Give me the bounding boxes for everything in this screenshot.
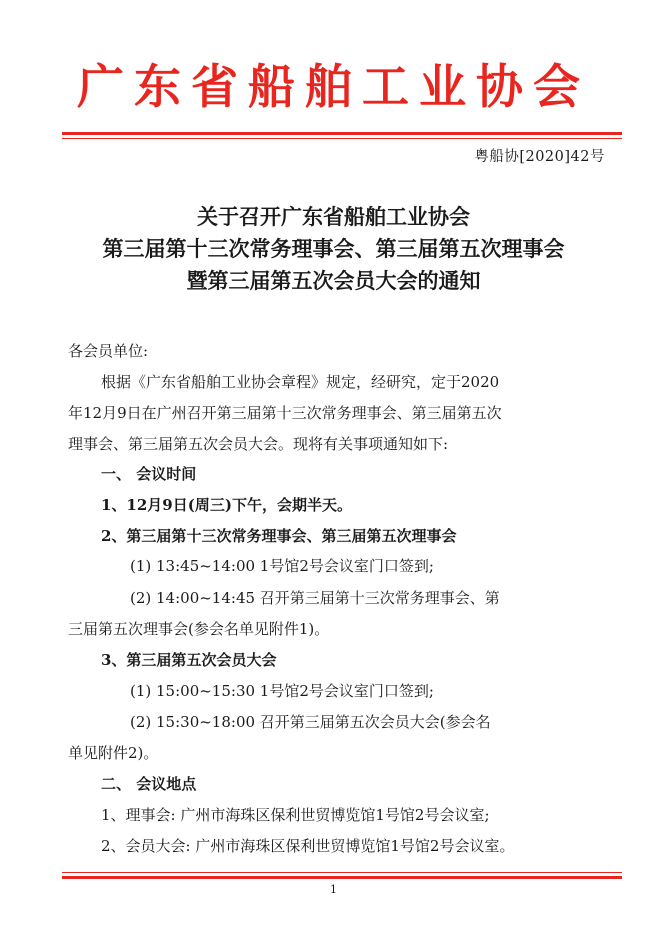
assembly-session-line-2: 单见附件2)。 <box>68 744 159 762</box>
document-number: 粤船协[2020]42号 <box>474 149 605 165</box>
footer-rule-thick <box>62 876 622 879</box>
notice-title <box>0 201 667 297</box>
footer-rule-thin <box>62 872 622 873</box>
page-number: 1 <box>330 883 337 896</box>
section-heading-time: 一、 会议时间 <box>101 465 197 483</box>
title-line-3: 暨第三届第五次会员大会的通知 <box>186 268 481 293</box>
title-line-2: 第三届第十三次常务理事会、第三届第五次理事会 <box>102 236 565 261</box>
salutation: 各会员单位: <box>68 342 149 360</box>
item-council-meetings: 2、第三届第十三次常务理事会、第三届第五次理事会 <box>101 527 457 545</box>
intro-line-2: 年12月9日在广州召开第三届第十三次常务理事会、第三届第五次 <box>68 404 502 422</box>
venue-assembly: 2、会员大会: 广州市海珠区保利世贸博览馆1号馆2号会议室。 <box>101 837 515 855</box>
title-line-1: 关于召开广东省船舶工业协会 <box>197 204 470 229</box>
assembly-session-line-1: (2) 15:30~18:00 召开第三届第五次会员大会(参会名 <box>130 713 491 731</box>
header-rule-thick <box>62 132 622 135</box>
venue-council: 1、理事会: 广州市海珠区保利世贸博览馆1号馆2号会议室; <box>101 806 490 824</box>
header-rule-thin <box>62 138 622 139</box>
item-member-assembly: 3、第三届第五次会员大会 <box>101 651 277 669</box>
council-session-line-1: (2) 14:00~14:45 召开第三届第十三次常务理事会、第 <box>130 589 500 607</box>
intro-line-1: 根据《广东省船舶工业协会章程》规定，经研究，定于2020 <box>101 373 500 391</box>
council-signin: (1) 13:45~14:00 1号馆2号会议室门口签到; <box>130 557 434 575</box>
section-heading-venue: 二、 会议地点 <box>101 775 197 793</box>
council-session-line-2: 三届第五次理事会(参会名单见附件1)。 <box>68 620 330 638</box>
intro-line-3: 理事会、第三届第五次会员大会。现将有关事项通知如下: <box>68 435 449 453</box>
item-date: 1、12月9日(周三)下午，会期半天。 <box>101 496 352 514</box>
assembly-signin: (1) 15:00~15:30 1号馆2号会议室门口签到; <box>130 682 434 700</box>
org-masthead: 广东省船舶工业协会 <box>77 60 590 115</box>
